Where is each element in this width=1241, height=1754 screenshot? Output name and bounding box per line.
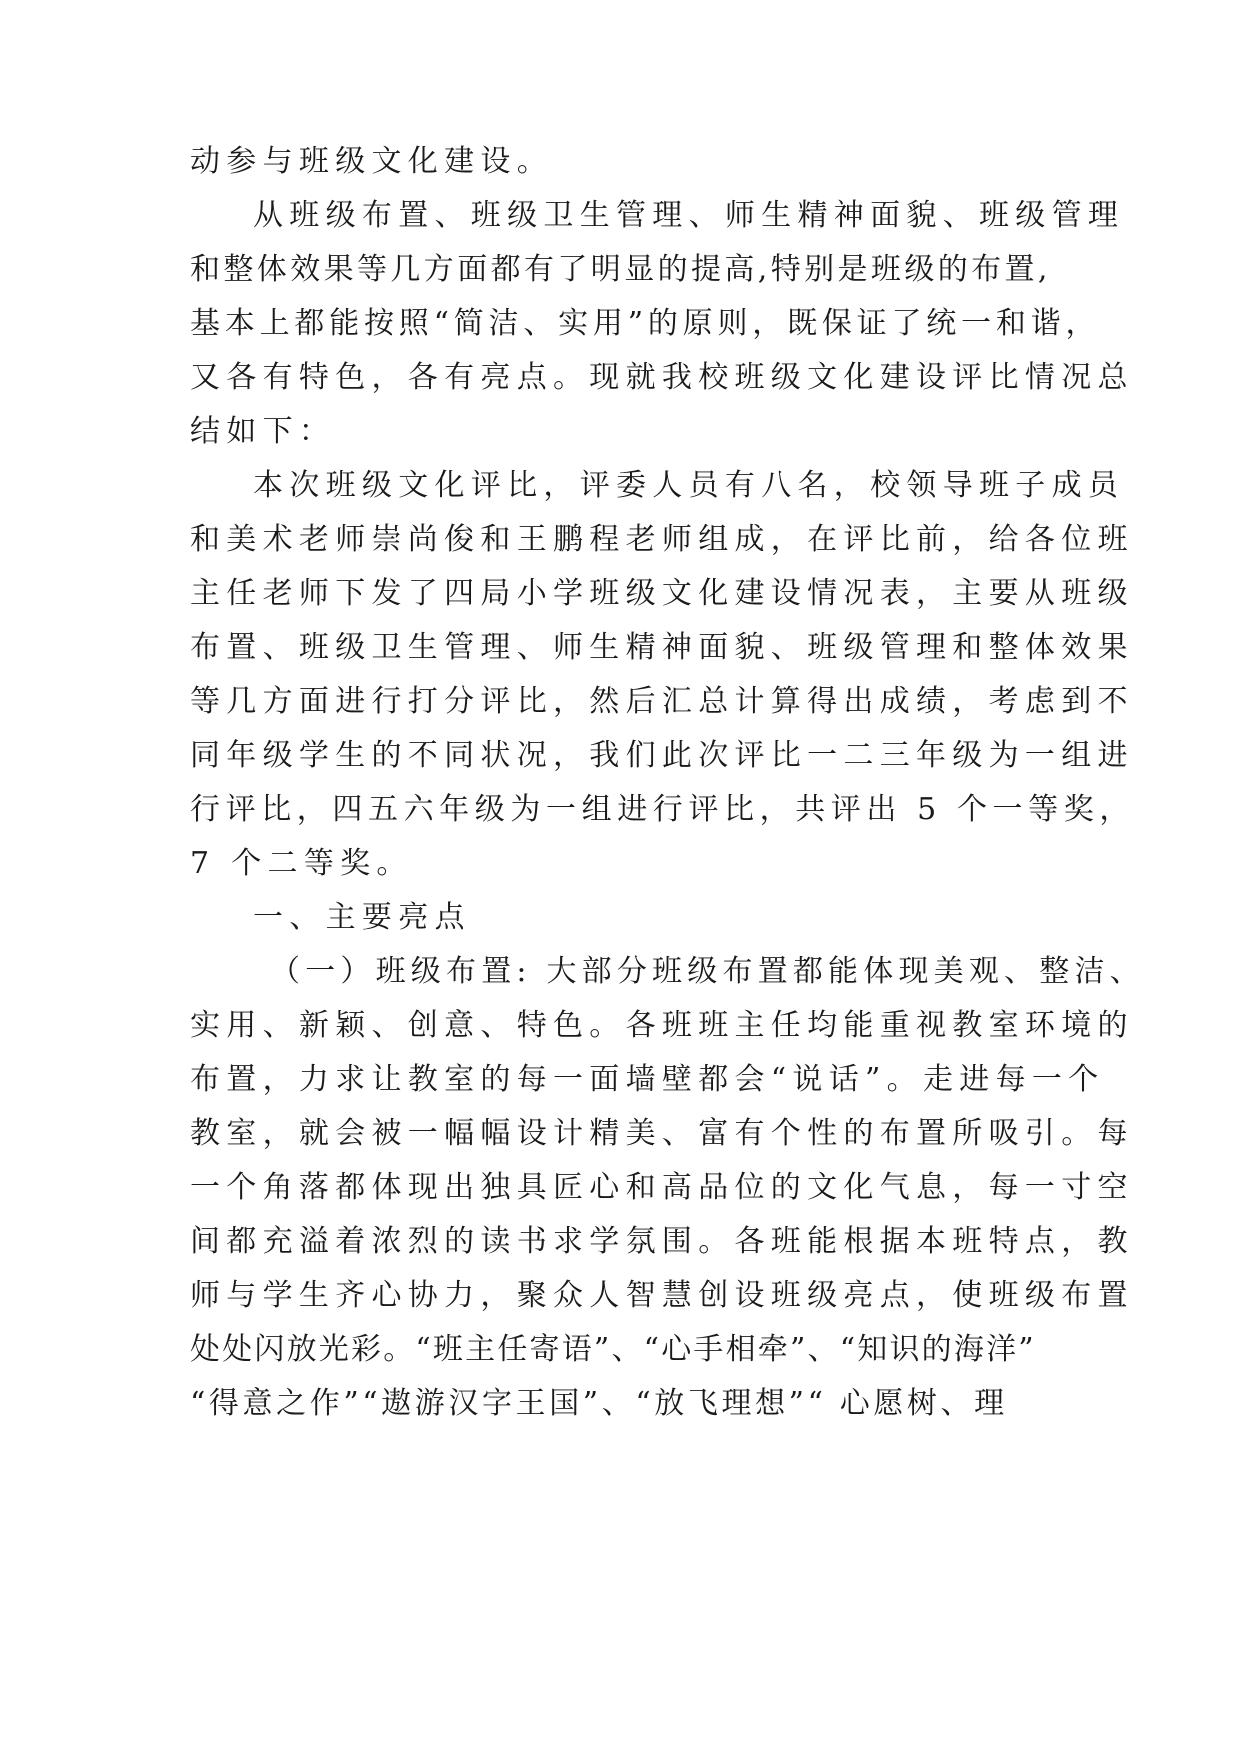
text-line: 和整体效果等几方面都有了明显的提高,特别是班级的布置, (190, 252, 1051, 287)
text-line: 教室，就会被一幅幅设计精美、富有个性的布置所吸引。每 (190, 1116, 1134, 1151)
text-line: “得意之作”“遨游汉字王国”、“放飞理想”“ 心愿树、理 (190, 1386, 1008, 1421)
paragraph-start: 本次班级文化评比，评委人员有八名，校领导班子成员 (253, 468, 1125, 503)
paragraph-start: （一）班级布置: 大部分班级布置都能体现美观、整洁、 (270, 954, 1145, 989)
text-line: 基本上都能按照“简洁、实用”的原则，既保证了统一和谐， (190, 306, 1101, 341)
text-line: 和美术老师崇尚俊和王鹏程老师组成，在评比前，给各位班 (190, 522, 1134, 557)
text-line: 布置、班级卫生管理、师生精神面貌、班级管理和整体效果 (190, 630, 1134, 665)
text-line: 7 个二等奖。 (190, 846, 413, 881)
text-line: 主任老师下发了四局小学班级文化建设情况表，主要从班级 (190, 576, 1134, 611)
text-line: 处处闪放光彩。“班主任寄语”、“心手相牵”、“知识的海洋” (190, 1332, 1036, 1367)
text-line: 等几方面进行打分评比，然后汇总计算得出成绩，考虑到不 (190, 684, 1134, 719)
text-line: 动参与班级文化建设。 (190, 144, 553, 179)
text-line: 师与学生齐心协力，聚众人智慧创设班级亮点，使班级布置 (190, 1278, 1134, 1313)
text-line: 又各有特色，各有亮点。现就我校班级文化建设评比情况总 (190, 360, 1134, 395)
paragraph-start: 从班级布置、班级卫生管理、师生精神面貌、班级管理 (253, 198, 1125, 233)
text-line: 间都充溢着浓烈的读书求学氛围。各班能根据本班特点，教 (190, 1224, 1134, 1259)
text-line: 一个角落都体现出独具匠心和高品位的文化气息，每一寸空 (190, 1170, 1134, 1205)
section-heading: 一、主要亮点 (253, 900, 471, 935)
text-line: 同年级学生的不同状况，我们此次评比一二三年级为一组进 (190, 738, 1134, 773)
text-line: 行评比，四五六年级为一组进行评比，共评出 5 个一等奖， (190, 792, 1135, 827)
text-line: 实用、新颖、创意、特色。各班班主任均能重视教室环境的 (190, 1008, 1134, 1043)
text-line: 结如下： (190, 414, 336, 449)
text-line: 布置，力求让教室的每一面墙壁都会“说话”。走进每一个 (190, 1062, 1105, 1097)
